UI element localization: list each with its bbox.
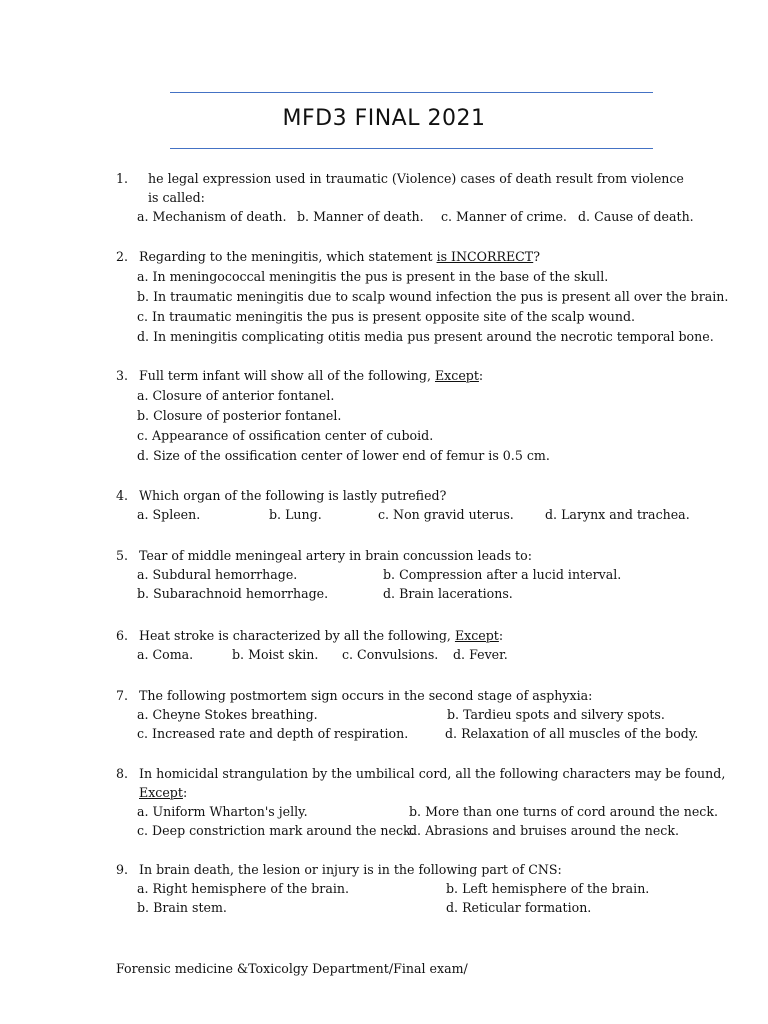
- options-row: [137, 584, 706, 603]
- option-b: b. Lung.: [269, 507, 322, 522]
- question-7: [116, 686, 706, 743]
- option-b: b. Left hemisphere of the brain.: [446, 881, 650, 896]
- page-title: MFD3 FINAL 2021: [282, 106, 486, 131]
- emphasis: Except: [139, 785, 183, 800]
- option-c: c. Non gravid uterus.: [378, 507, 514, 522]
- question-stem: Tear of middle meningeal artery in brain concussion leads to:: [139, 548, 532, 563]
- option-b: b. Moist skin.: [232, 647, 319, 662]
- emphasis: Except: [454, 628, 499, 643]
- option-b: b. Closure of posterior fontanel.: [137, 408, 342, 423]
- question-stem: The following postmortem sign occurs in the second stage of asphyxia:: [139, 688, 593, 703]
- page-footer: Forensic medicine &Toxicolgy Department/Final exam/: [116, 961, 468, 976]
- options-row: [137, 821, 706, 840]
- option-d: d. Larynx and trachea.: [545, 507, 690, 522]
- question-stem: he legal expression used in traumatic (Violence) cases of death result from violence is called:: [148, 171, 684, 205]
- question-number: 2.: [116, 249, 129, 264]
- question-number: 1.: [116, 171, 129, 186]
- question-number: 3.: [116, 368, 129, 383]
- options-row: [137, 802, 718, 821]
- question-stem: In homicidal strangulation by the umbilical cord, all the following characters may be found,: [139, 766, 726, 781]
- question-5: [116, 546, 706, 603]
- options-row: [137, 898, 706, 917]
- question-stem-continued: Except:: [139, 785, 188, 800]
- option-c: c. In traumatic meningitis the pus is present opposite site of the scalp wound.: [137, 309, 636, 324]
- options-row: [137, 207, 706, 226]
- question-number: 4.: [116, 488, 129, 503]
- option-d: d. Reticular formation.: [446, 900, 592, 915]
- options-row: [137, 705, 706, 724]
- option-c: b. Subarachnoid hemorrhage.: [137, 586, 329, 601]
- options-row: [137, 505, 706, 524]
- option-c: c. Manner of crime.: [441, 209, 567, 224]
- question-number: 9.: [116, 862, 129, 877]
- option-a: a. Coma.: [137, 647, 194, 662]
- question-number: 5.: [116, 548, 129, 563]
- option-d: d. Relaxation of all muscles of the body.: [445, 726, 699, 741]
- option-a: a. Cheyne Stokes breathing.: [137, 707, 318, 722]
- title-bottom-rule: [170, 148, 653, 149]
- option-d: d. Cause of death.: [578, 209, 694, 224]
- question-stem: Which organ of the following is lastly putrefied?: [139, 488, 447, 503]
- question-number: 7.: [116, 688, 129, 703]
- option-a: a. Uniform Wharton's jelly.: [137, 804, 308, 819]
- options-row: [137, 565, 706, 584]
- option-a: a. Closure of anterior fontanel.: [137, 388, 335, 403]
- option-a: a. In meningococcal meningitis the pus is present in the base of the skull.: [137, 269, 609, 284]
- option-b: b. Manner of death.: [297, 209, 424, 224]
- option-a: a. Right hemisphere of the brain.: [137, 881, 349, 896]
- option-c: b. Brain stem.: [137, 900, 227, 915]
- option-d: d. Abrasions and bruises around the neck.: [409, 823, 679, 838]
- option-d: d. Brain lacerations.: [383, 586, 513, 601]
- question-number: 8.: [116, 766, 129, 781]
- emphasis: is INCORRECT: [436, 249, 534, 264]
- option-b: b. Compression after a lucid interval.: [383, 567, 622, 582]
- options-row: [137, 645, 706, 664]
- option-c: c. Increased rate and depth of respiration.: [137, 726, 409, 741]
- emphasis: Except: [434, 368, 479, 383]
- option-b: b. Tardieu spots and silvery spots.: [447, 707, 665, 722]
- question-number: 6.: [116, 628, 129, 643]
- options-row: [137, 879, 706, 898]
- option-d: d. In meningitis complicating otitis media pus present around the necrotic temporal bone.: [137, 329, 714, 344]
- question-1: [116, 169, 706, 226]
- option-c: c. Appearance of ossification center of cuboid.: [137, 428, 434, 443]
- question-stem: Heat stroke is characterized by all the following, Except:: [139, 628, 504, 643]
- question-stem: Full term infant will show all of the following, Except:: [139, 368, 484, 383]
- option-a: a. Spleen.: [137, 507, 201, 522]
- question-8: [116, 764, 726, 840]
- option-c: c. Deep constriction mark around the neck.: [137, 823, 415, 838]
- question-9: [116, 860, 706, 917]
- option-a: a. Mechanism of death.: [137, 209, 287, 224]
- option-b: b. In traumatic meningitis due to scalp wound infection the pus is present all over the brain.: [137, 289, 729, 304]
- option-c: c. Convulsions.: [342, 647, 439, 662]
- question-3: [116, 366, 706, 465]
- question-stem: In brain death, the lesion or injury is in the following part of CNS:: [139, 862, 562, 877]
- options-row: [137, 724, 706, 743]
- question-6: [116, 626, 706, 664]
- title-top-rule: [170, 92, 653, 93]
- option-b: b. More than one turns of cord around the neck.: [409, 804, 718, 819]
- option-d: d. Fever.: [453, 647, 508, 662]
- option-a: a. Subdural hemorrhage.: [137, 567, 298, 582]
- option-d: d. Size of the ossification center of lower end of femur is 0.5 cm.: [137, 448, 550, 463]
- question-stem: Regarding to the meningitis, which statement is INCORRECT?: [139, 249, 540, 264]
- question-2: [116, 247, 729, 346]
- question-4: [116, 486, 706, 524]
